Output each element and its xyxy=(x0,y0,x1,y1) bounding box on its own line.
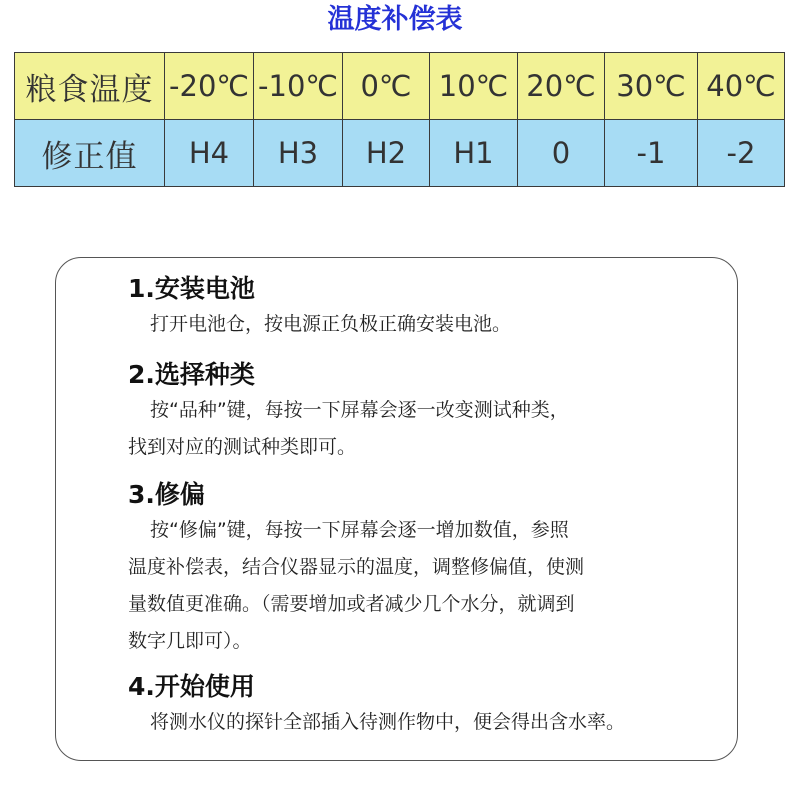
correction-cell: H4 xyxy=(165,120,254,187)
step-select-type xyxy=(128,358,708,466)
temperature-cell: 0℃ xyxy=(343,53,430,120)
page-title: 温度补偿表 xyxy=(327,4,463,35)
temperature-header: 粮食温度 xyxy=(15,53,165,120)
step-calibrate xyxy=(128,478,708,660)
correction-cell: -2 xyxy=(698,120,785,187)
temperature-cell: 20℃ xyxy=(518,53,605,120)
temperature-cell: -10℃ xyxy=(254,53,343,120)
step-start-use xyxy=(128,670,708,741)
correction-cell: H3 xyxy=(254,120,343,187)
correction-header: 修正值 xyxy=(15,120,165,187)
step-title: 4.开始使用 xyxy=(128,672,255,701)
step-title: 3.修偏 xyxy=(128,480,205,509)
temperature-row xyxy=(15,53,785,120)
step-text: 按“修偏”键，每按一下屏幕会逐一增加数值，参照 xyxy=(150,519,569,541)
step-text: 量数值更准确。（需要增加或者减少几个水分，就调到 xyxy=(128,593,575,615)
compensation-table xyxy=(14,52,785,187)
step-text: 打开电池仓，按电源正负极正确安装电池。 xyxy=(150,313,512,335)
correction-row xyxy=(15,120,785,187)
step-title: 2.选择种类 xyxy=(128,360,255,389)
step-text: 按“品种”键，每按一下屏幕会逐一改变测试种类， xyxy=(150,399,569,421)
step-text: 找到对应的测试种类即可。 xyxy=(128,436,357,458)
temperature-cell: 40℃ xyxy=(698,53,785,120)
temperature-cell: -20℃ xyxy=(165,53,254,120)
step-title: 1.安装电池 xyxy=(128,274,255,303)
correction-cell: -1 xyxy=(605,120,698,187)
step-text: 数字几即可）。 xyxy=(128,630,252,652)
correction-cell: H1 xyxy=(430,120,518,187)
instructions-box xyxy=(55,257,738,761)
step-install-battery xyxy=(128,272,708,343)
temperature-cell: 30℃ xyxy=(605,53,698,120)
temperature-cell: 10℃ xyxy=(430,53,518,120)
step-text: 将测水仪的探针全部插入待测作物中，便会得出含水率。 xyxy=(150,711,626,733)
step-text: 温度补偿表，结合仪器显示的温度，调整修偏值，使测 xyxy=(128,556,585,578)
correction-cell: 0 xyxy=(518,120,605,187)
correction-cell: H2 xyxy=(343,120,430,187)
